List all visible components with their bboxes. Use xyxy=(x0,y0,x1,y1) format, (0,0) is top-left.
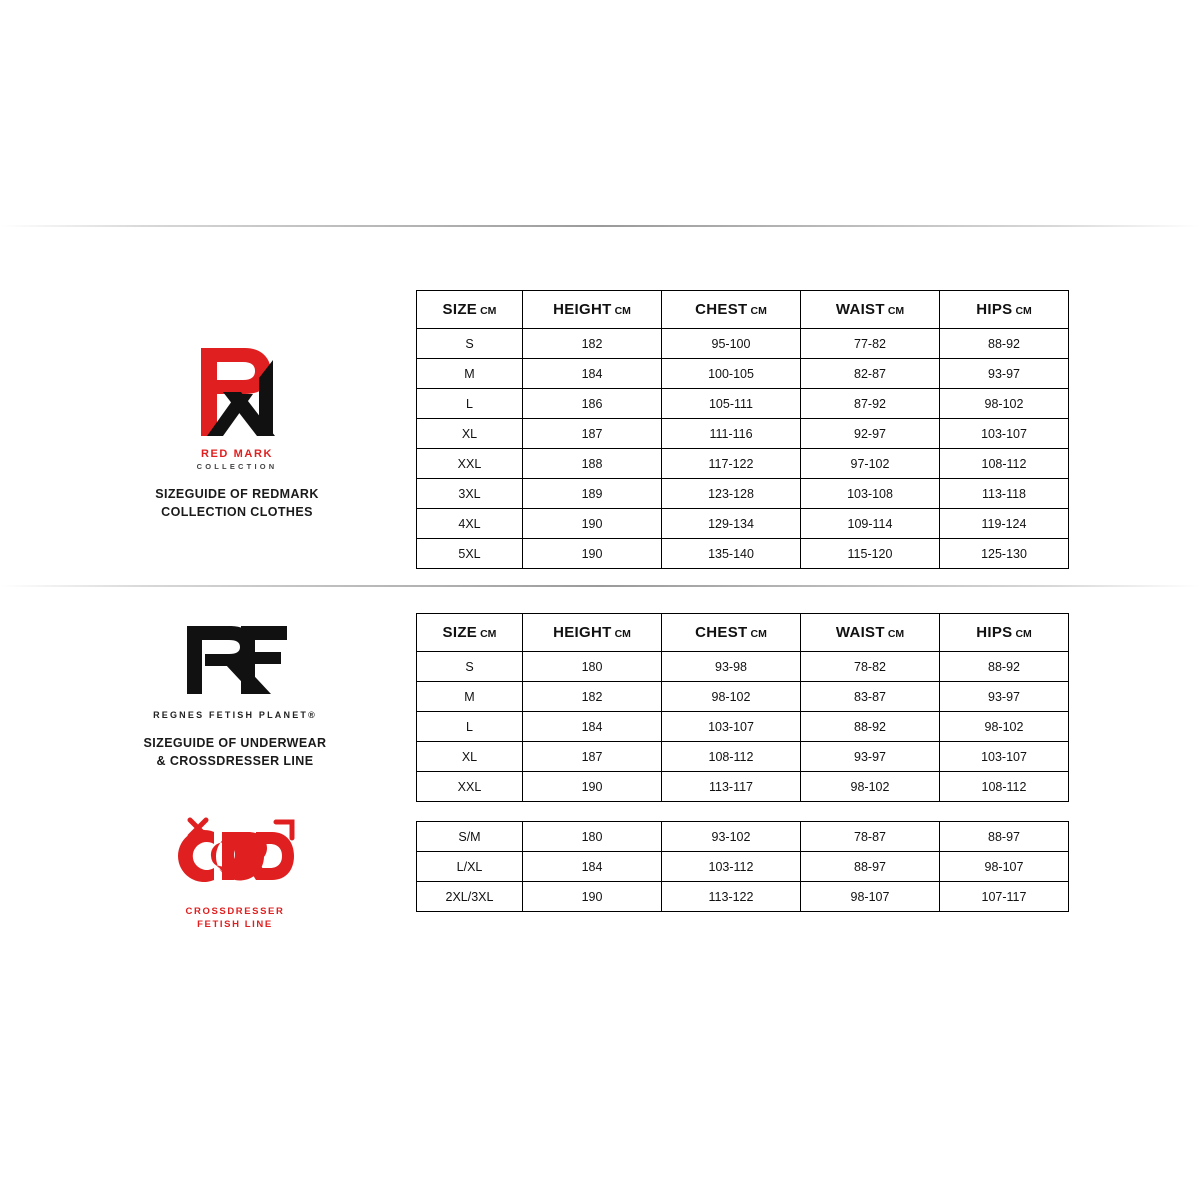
table-cell: 180 xyxy=(523,652,662,682)
table-row xyxy=(417,389,1069,419)
table-cell: 108-112 xyxy=(940,772,1069,802)
column-header-waist xyxy=(801,614,940,652)
crd-wordmark xyxy=(75,906,395,932)
table-cell: 98-107 xyxy=(940,852,1069,882)
table-cell: 103-108 xyxy=(801,479,940,509)
column-header-label: HIPS xyxy=(976,301,1013,318)
table-cell: XXL xyxy=(417,449,523,479)
column-header-unit: CM xyxy=(887,628,905,640)
table-cell: 108-112 xyxy=(662,742,801,772)
table-cell: 190 xyxy=(523,509,662,539)
table-cell: L xyxy=(417,389,523,419)
table-cell: XL xyxy=(417,742,523,772)
table-cell: 103-107 xyxy=(662,712,801,742)
brand-block-redmark xyxy=(77,340,397,521)
column-header-unit: CM xyxy=(887,305,905,317)
table-cell: 4XL xyxy=(417,509,523,539)
column-header-waist xyxy=(801,291,940,329)
rfp-caption-line1: SIZEGUIDE OF UNDERWEAR xyxy=(143,736,327,750)
table-row xyxy=(417,359,1069,389)
column-header-chest xyxy=(662,614,801,652)
table-cell: 88-92 xyxy=(801,712,940,742)
table-cell: 184 xyxy=(523,712,662,742)
table-header-row xyxy=(417,291,1069,329)
table-cell: 98-102 xyxy=(940,712,1069,742)
divider-middle xyxy=(0,585,1200,587)
brand-block-crd xyxy=(75,812,395,932)
table-cell: 2XL/3XL xyxy=(417,882,523,912)
column-header-label: SIZE xyxy=(442,624,478,641)
table-cell: 98-107 xyxy=(801,882,940,912)
table-cell: 189 xyxy=(523,479,662,509)
table-cell: 190 xyxy=(523,539,662,569)
table-cell: 3XL xyxy=(417,479,523,509)
column-header-unit: CM xyxy=(480,628,497,640)
table-cell: 125-130 xyxy=(940,539,1069,569)
table-row xyxy=(417,852,1069,882)
brand-block-rfp xyxy=(75,620,395,770)
column-header-unit: CM xyxy=(750,305,767,317)
table-cell: 100-105 xyxy=(662,359,801,389)
table-cell: 119-124 xyxy=(940,509,1069,539)
table-cell: 129-134 xyxy=(662,509,801,539)
column-header-height xyxy=(523,291,662,329)
table-cell: XL xyxy=(417,419,523,449)
table-row xyxy=(417,712,1069,742)
table-cell: 78-82 xyxy=(801,652,940,682)
table-row xyxy=(417,509,1069,539)
table-row xyxy=(417,772,1069,802)
rfp-caption xyxy=(75,734,395,770)
column-header-label: HEIGHT xyxy=(553,624,612,641)
rfp-caption-line2: & CROSSDRESSER LINE xyxy=(156,754,314,769)
table-cell: 187 xyxy=(523,742,662,772)
column-header-label: WAIST xyxy=(835,624,885,641)
table-cell: 77-82 xyxy=(801,329,940,359)
table-cell: 82-87 xyxy=(801,359,940,389)
table-cell: 187 xyxy=(523,419,662,449)
table-cell: 87-92 xyxy=(801,389,940,419)
table-cell: 103-112 xyxy=(662,852,801,882)
redmark-subwordmark: COLLECTION xyxy=(196,462,278,471)
column-header-unit: CM xyxy=(614,305,631,317)
redmark-caption xyxy=(77,485,397,521)
redmark-caption-line2: COLLECTION CLOTHES xyxy=(161,505,313,520)
divider-top xyxy=(0,225,1200,227)
column-header-label: WAIST xyxy=(835,301,885,318)
table-cell: 115-120 xyxy=(801,539,940,569)
table-row xyxy=(417,449,1069,479)
table-cell: 98-102 xyxy=(662,682,801,712)
redmark-logo-icon xyxy=(179,340,295,444)
table-cell: 97-102 xyxy=(801,449,940,479)
table-cell: 103-107 xyxy=(940,742,1069,772)
crd-wordmark-line1: CROSSDRESSER xyxy=(185,906,285,917)
table-cell: 188 xyxy=(523,449,662,479)
crd-logo-icon xyxy=(170,812,300,900)
table-cell: M xyxy=(417,359,523,389)
table-row xyxy=(417,479,1069,509)
column-header-hips xyxy=(940,291,1069,329)
table-cell: L xyxy=(417,712,523,742)
table-cell: 92-97 xyxy=(801,419,940,449)
table-cell: 5XL xyxy=(417,539,523,569)
table-cell: 123-128 xyxy=(662,479,801,509)
table-cell: 113-122 xyxy=(662,882,801,912)
column-header-unit: CM xyxy=(1015,628,1032,640)
table-cell: 107-117 xyxy=(940,882,1069,912)
table-cell: 88-97 xyxy=(801,852,940,882)
table-cell: 88-92 xyxy=(940,329,1069,359)
table-cell: 180 xyxy=(523,822,662,852)
redmark-size-table xyxy=(416,290,1069,569)
table-cell: 182 xyxy=(523,682,662,712)
table-cell: 109-114 xyxy=(801,509,940,539)
table-cell: 184 xyxy=(523,359,662,389)
table-row xyxy=(417,539,1069,569)
table-cell: M xyxy=(417,682,523,712)
table-row xyxy=(417,822,1069,852)
column-header-size xyxy=(417,614,523,652)
column-header-height xyxy=(523,614,662,652)
table-row xyxy=(417,682,1069,712)
column-header-unit: CM xyxy=(480,305,497,317)
table-cell: S/M xyxy=(417,822,523,852)
table-cell: 93-97 xyxy=(801,742,940,772)
column-header-label: CHEST xyxy=(695,301,748,318)
redmark-wordmark: RED MARK xyxy=(200,448,274,460)
column-header-unit: CM xyxy=(614,628,631,640)
table-cell: 93-97 xyxy=(940,682,1069,712)
table-row xyxy=(417,882,1069,912)
table-cell: 186 xyxy=(523,389,662,419)
column-header-label: HEIGHT xyxy=(553,301,612,318)
table-cell: 93-102 xyxy=(662,822,801,852)
table-cell: 113-118 xyxy=(940,479,1069,509)
column-header-label: HIPS xyxy=(976,624,1013,641)
column-header-unit: CM xyxy=(1015,305,1032,317)
column-header-label: SIZE xyxy=(442,301,478,318)
table-cell: 182 xyxy=(523,329,662,359)
table-cell: 98-102 xyxy=(801,772,940,802)
column-header-hips xyxy=(940,614,1069,652)
table-cell: 105-111 xyxy=(662,389,801,419)
table-cell: 103-107 xyxy=(940,419,1069,449)
table-cell: S xyxy=(417,329,523,359)
table-cell: 135-140 xyxy=(662,539,801,569)
column-header-label: CHEST xyxy=(695,624,748,641)
rfp-wordmark: REGNES FETISH PLANET® xyxy=(153,710,317,720)
table-cell: 88-92 xyxy=(940,652,1069,682)
table-cell: L/XL xyxy=(417,852,523,882)
table-cell: 95-100 xyxy=(662,329,801,359)
table-row xyxy=(417,652,1069,682)
table-cell: S xyxy=(417,652,523,682)
column-header-chest xyxy=(662,291,801,329)
table-header-row xyxy=(417,614,1069,652)
table-row xyxy=(417,742,1069,772)
table-cell: 78-87 xyxy=(801,822,940,852)
redmark-caption-line1: SIZEGUIDE OF REDMARK xyxy=(155,487,319,501)
table-cell: 83-87 xyxy=(801,682,940,712)
table-cell: 93-97 xyxy=(940,359,1069,389)
column-header-unit: CM xyxy=(750,628,767,640)
table-cell: 113-117 xyxy=(662,772,801,802)
table-row xyxy=(417,329,1069,359)
table-cell: 98-102 xyxy=(940,389,1069,419)
table-cell: 108-112 xyxy=(940,449,1069,479)
table-cell: 88-97 xyxy=(940,822,1069,852)
table-cell: 117-122 xyxy=(662,449,801,479)
table-row xyxy=(417,419,1069,449)
crd-wordmark-line2: FETISH LINE xyxy=(197,918,273,930)
table-cell: 184 xyxy=(523,852,662,882)
table-cell: 190 xyxy=(523,882,662,912)
column-header-size xyxy=(417,291,523,329)
table-cell: 190 xyxy=(523,772,662,802)
table-cell: 111-116 xyxy=(662,419,801,449)
rfp-size-table xyxy=(416,613,1069,802)
table-cell: 93-98 xyxy=(662,652,801,682)
table-cell: XXL xyxy=(417,772,523,802)
rfp-logo-icon xyxy=(175,620,295,700)
crd-size-table xyxy=(416,821,1069,912)
